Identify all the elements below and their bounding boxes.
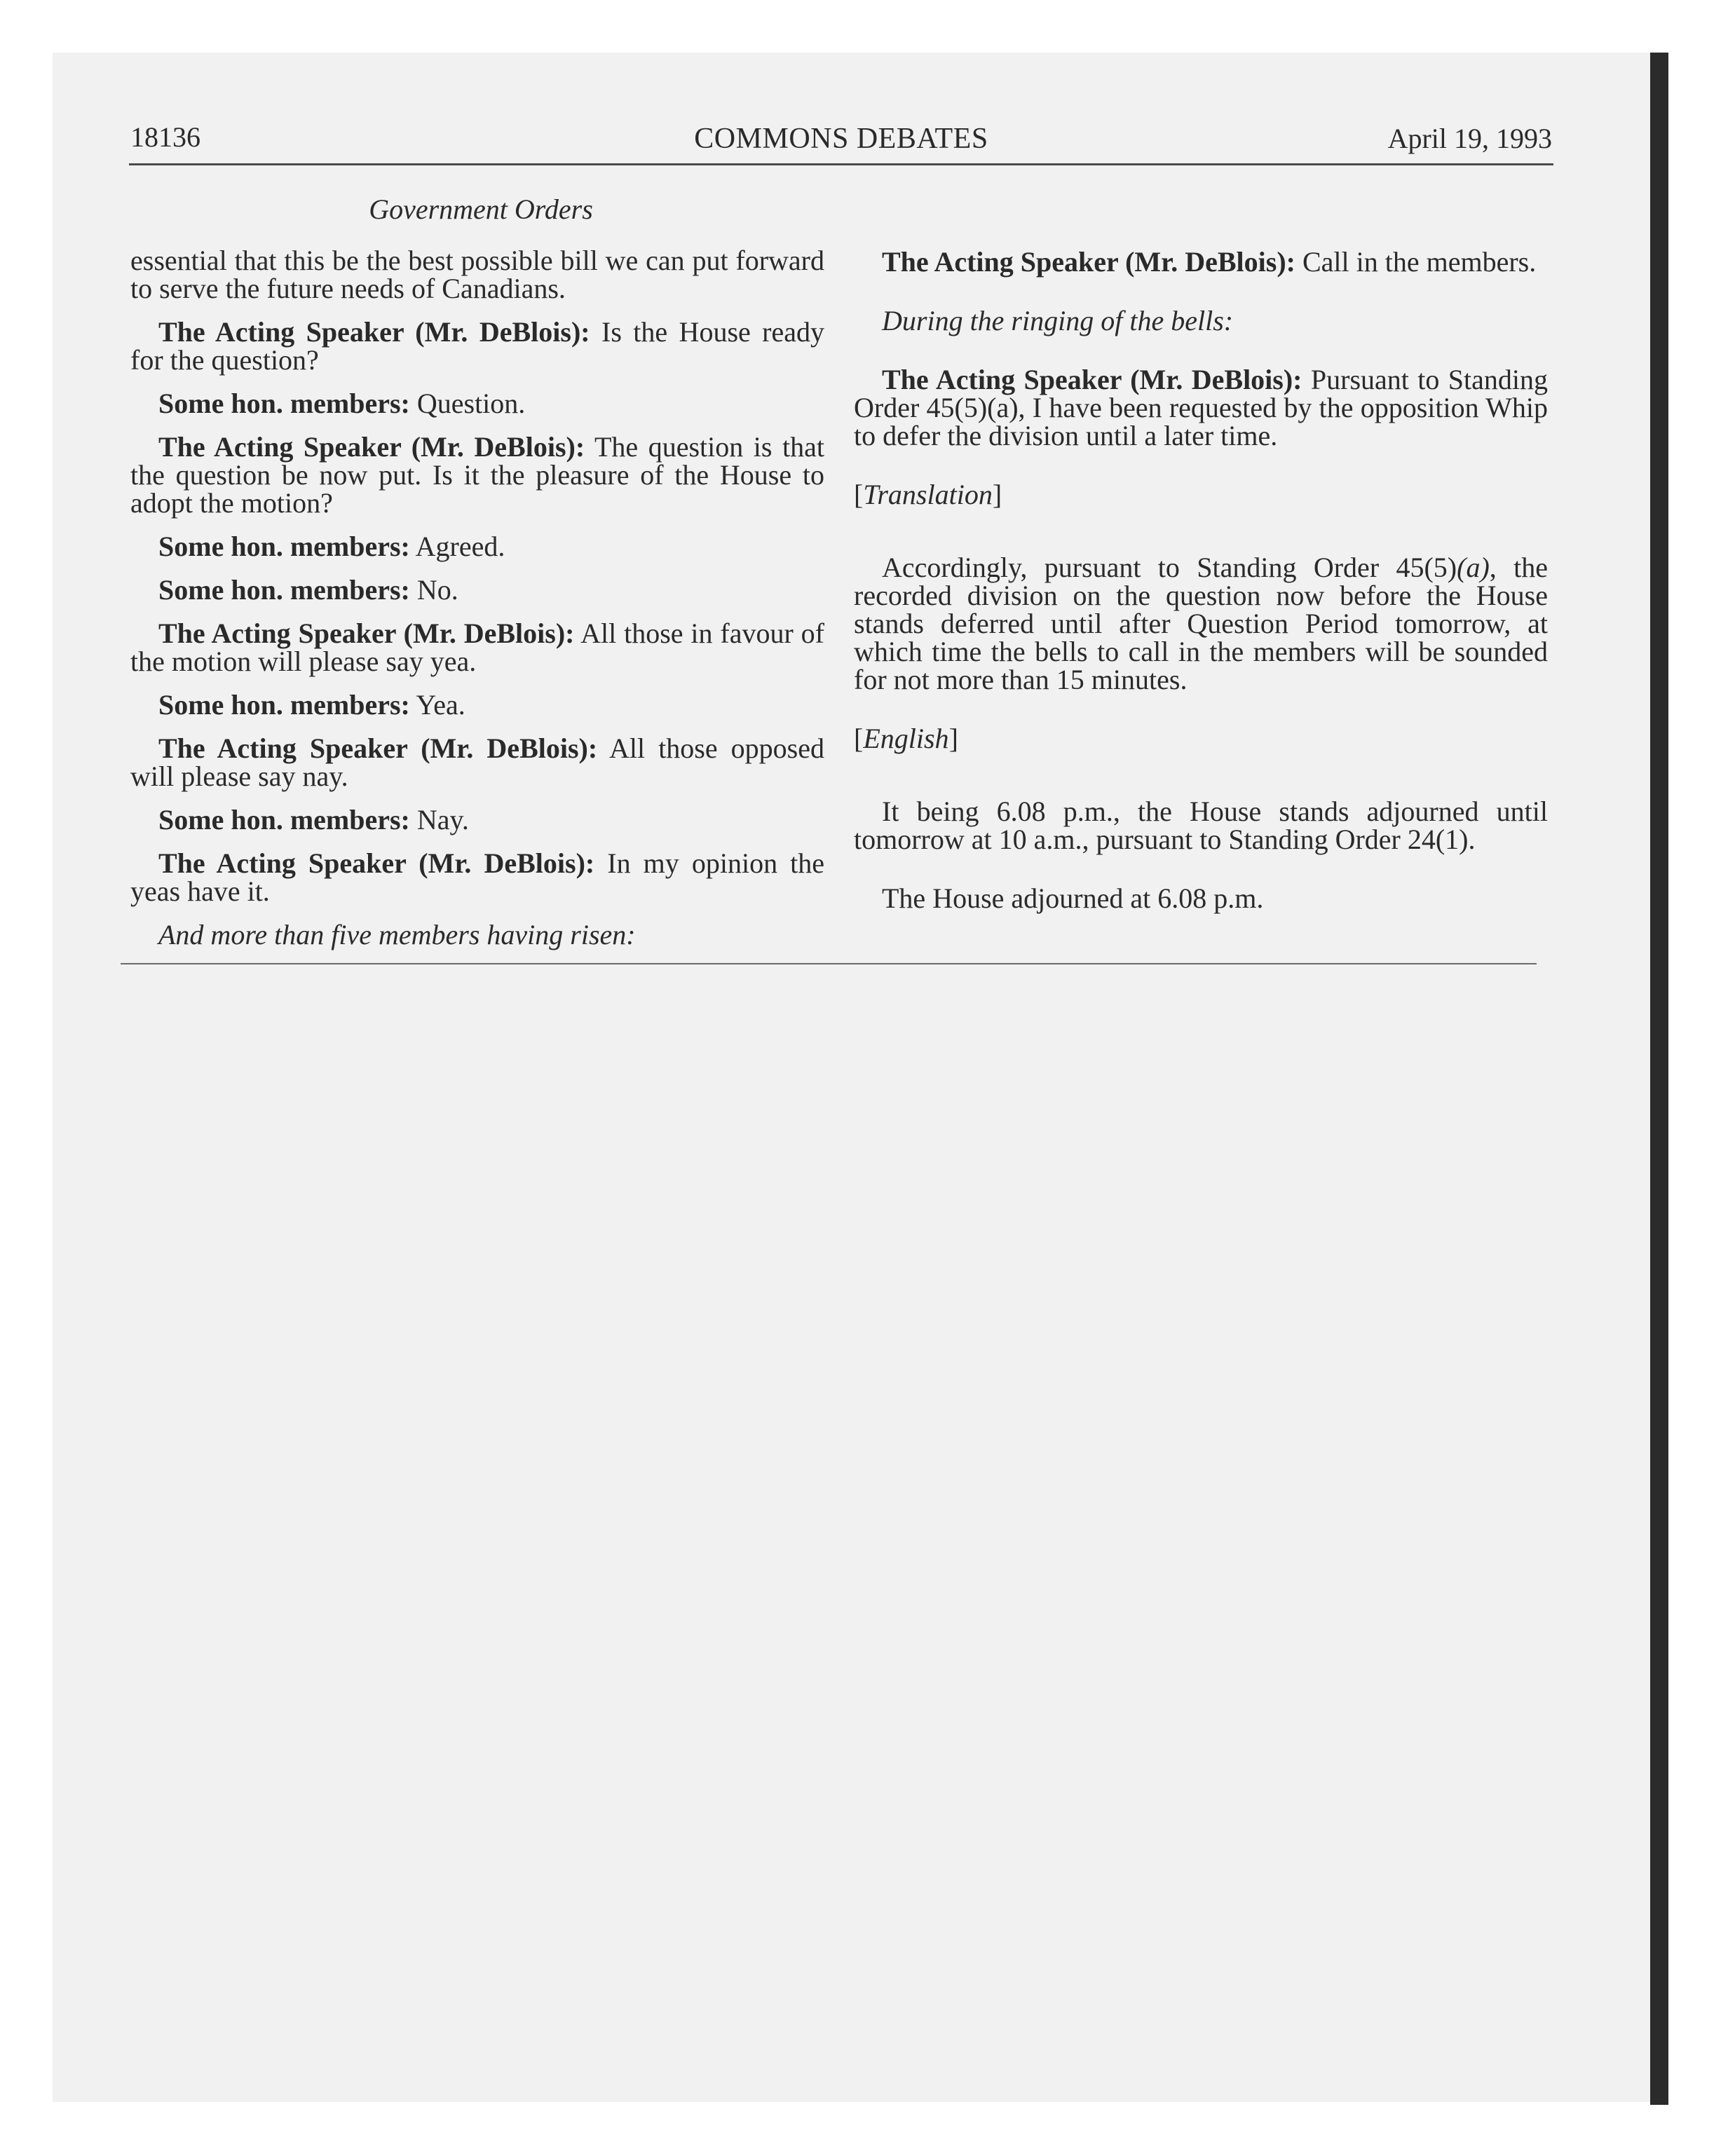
paragraph-text: Agreed. [409, 531, 505, 562]
language-label: Translation [863, 479, 993, 510]
right-column [854, 248, 1548, 913]
paragraph-text: , the recorded division on the question now before the House stands deferred until after Question Period tomorrow, at which time the bells to call in the members will be sounded for not more than 15 minutes. [854, 552, 1549, 695]
paragraph [130, 390, 824, 418]
publication-title: COMMONS DEBATES [694, 123, 988, 155]
paragraph-text: Pursuant to Standing Order 45(5)(a), I have been requested by the opposition Whip to defer the division until a later time. [854, 364, 1549, 451]
paragraph [130, 576, 824, 604]
paragraph [854, 366, 1548, 450]
paragraph-text: The House adjourned at 6.08 p.m. [882, 882, 1264, 914]
left-column [130, 247, 824, 949]
speaker-name: Some hon. members: [158, 574, 410, 606]
speaker-name: Some hon. members: [158, 689, 410, 721]
speaker-name: The Acting Speaker (Mr. DeBlois): [158, 431, 585, 463]
speaker-name: The Acting Speaker (Mr. DeBlois): [158, 316, 590, 348]
page-number: 18136 [130, 121, 200, 153]
speaker-name: Some hon. members: [158, 804, 410, 835]
paragraph-text: Yea. [409, 689, 465, 721]
speaker-name: Some hon. members: [158, 531, 410, 562]
paragraph-text-italic: (a) [1457, 552, 1490, 583]
paragraph [130, 247, 824, 303]
paragraph-text: All those in favour of the motion will please say yea. [130, 618, 824, 677]
language-marker: [Translation] [854, 479, 1002, 510]
speaker-name: The Acting Speaker (Mr. DeBlois): [158, 847, 595, 879]
page-header [130, 121, 1552, 160]
paragraph-text: No. [409, 574, 458, 606]
paragraph-text: The question is that the question be now put. Is it the pleasure of the House to adopt the motion? [130, 431, 824, 519]
paragraph [854, 554, 1548, 694]
paragraph-text: Call in the members. [1295, 246, 1537, 278]
paragraph-text: Nay. [409, 804, 469, 835]
paragraph [854, 882, 1548, 914]
paragraph [130, 318, 824, 374]
speaker-name: The Acting Speaker (Mr. DeBlois): [882, 364, 1302, 395]
paragraph [854, 798, 1548, 854]
stage-direction: And more than five members having risen: [158, 919, 636, 950]
stage-direction: During the ringing of the bells: [882, 305, 1234, 336]
paragraph-text: Is the House ready for the question? [130, 316, 824, 376]
paragraph [854, 248, 1548, 276]
paragraph [130, 691, 824, 719]
paragraph [130, 533, 824, 561]
section-title: Government Orders [369, 193, 593, 225]
paragraph-text: Question. [409, 388, 526, 419]
paragraph-text: Accordingly, pursuant to Standing Order 45(5) [882, 552, 1457, 583]
paragraph [130, 620, 824, 676]
bottom-rule [121, 963, 1537, 964]
paragraph-text: In my opinion the yeas have it. [130, 847, 825, 907]
paragraph-text: essential that this be the best possible bill we can put forward to serve the future needs of Canadians. [130, 245, 824, 304]
header-rule [129, 163, 1553, 165]
speaker-name: The Acting Speaker (Mr. DeBlois): [158, 732, 598, 764]
paragraph [130, 806, 824, 834]
paragraph-text: It being 6.08 p.m., the House stands adjourned until tomorrow at 10 a.m., pursuant to Standing Order 24(1). [854, 796, 1548, 855]
paragraph [130, 732, 824, 792]
speaker-name: Some hon. members: [158, 388, 410, 419]
speaker-name: The Acting Speaker (Mr. DeBlois): [158, 618, 575, 649]
paragraph-text: All those opposed will please say nay. [130, 732, 824, 792]
speaker-name: The Acting Speaker (Mr. DeBlois): [882, 246, 1295, 278]
language-marker: [English] [854, 723, 958, 754]
paragraph [130, 433, 824, 517]
publication-date: April 19, 1993 [1387, 123, 1552, 154]
page-edge-shadow [1650, 53, 1668, 2105]
paragraph [130, 847, 825, 907]
language-label: English [863, 723, 949, 754]
